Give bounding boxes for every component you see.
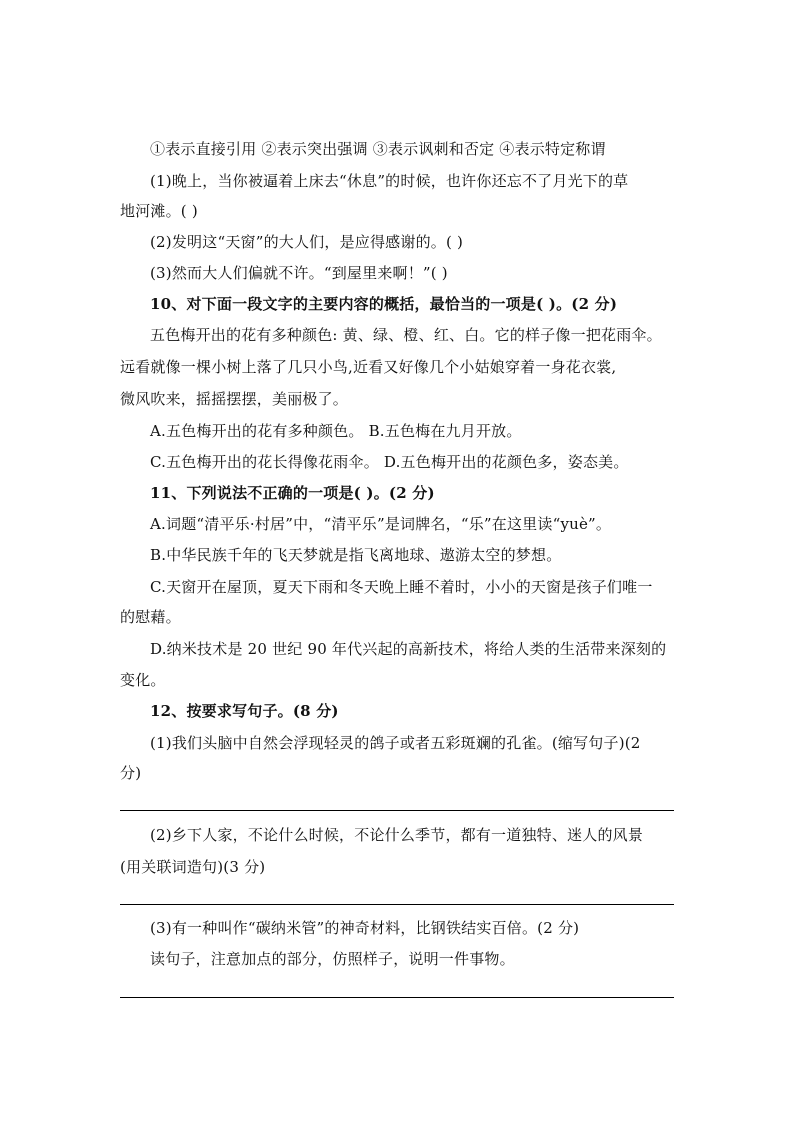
q10-passage-3: 微风吹来，摇摇摆摆，美丽极了。 (120, 390, 349, 408)
q12-sentence-1-cont: 分) (120, 764, 142, 782)
q12-title: 12、按要求写句子。(8 分) (150, 702, 339, 720)
q10-passage-1: 五色梅开出的花有多种颜色: 黄、绿、橙、红、白。它的样子像一把花雨伞。 (150, 326, 662, 344)
q9-sentence-1: (1)晚上，当你被逼着上床去“休息”的时候，也许你还忘不了月光下的草 (150, 172, 629, 190)
answer-line-2[interactable] (120, 904, 674, 905)
answer-line-1[interactable] (120, 810, 674, 811)
q11-option-b: B.中华民族千年的飞天梦就是指飞离地球、遨游太空的梦想。 (150, 546, 562, 564)
q9-sentence-2: (2)发明这“天窗”的大人们，是应得感谢的。( ) (150, 233, 464, 251)
q12-sentence-2-cont: (用关联词造句)(3 分) (120, 858, 266, 876)
q10-title: 10、对下面一段文字的主要内容的概括，最恰当的一项是( )。(2 分) (150, 295, 618, 313)
q10-passage-2: 远看就像一棵小树上落了几只小鸟,近看又好像几个小姑娘穿着一身花衣裳, (120, 358, 617, 376)
q12-sentence-1: (1)我们头脑中自然会浮现轻灵的鸽子或者五彩斑斓的孔雀。(缩写句子)(2 (150, 734, 641, 752)
q10-options-ab: A.五色梅开出的花有多种颜色。 B.五色梅在九月开放。 (150, 422, 522, 440)
q10-options-cd: C.五色梅开出的花长得像花雨伞。 D.五色梅开出的花颜色多，姿态美。 (150, 453, 629, 471)
q11-option-d: D.纳米技术是 20 世纪 90 年代兴起的高新技术，将给人类的生活带来深刻的 (150, 640, 667, 658)
q11-title: 11、下列说法不正确的一项是( )。(2 分) (150, 484, 435, 502)
q9-sentence-3: (3)然而大人们偏就不许。“到屋里来啊！”( ) (150, 264, 448, 282)
q12-sentence-3-instruction: 读句子，注意加点的部分，仿照样子，说明一件事物。 (150, 950, 515, 968)
q11-option-a: A.词题“清平乐·村居”中，“清平乐”是词牌名，“乐”在这里读“yuè”。 (150, 515, 612, 533)
q11-option-d-cont: 变化。 (120, 671, 166, 689)
q11-option-c-cont: 的慰藉。 (120, 608, 181, 626)
q12-sentence-3: (3)有一种叫作“碳纳米管”的神奇材料，比钢铁结实百倍。(2 分) (150, 919, 580, 937)
q11-option-c: C.天窗开在屋顶，夏天下雨和冬天晚上睡不着时，小小的天窗是孩子们唯一 (150, 578, 653, 596)
q12-sentence-2: (2)乡下人家，不论什么时候，不论什么季节，都有一道独特、迷人的风景 (150, 826, 644, 844)
q9-sentence-1-cont: 地河滩。( ) (120, 202, 198, 220)
q9-options: ①表示直接引用 ②表示突出强调 ③表示讽刺和否定 ④表示特定称谓 (150, 140, 606, 158)
answer-line-3[interactable] (120, 997, 674, 998)
